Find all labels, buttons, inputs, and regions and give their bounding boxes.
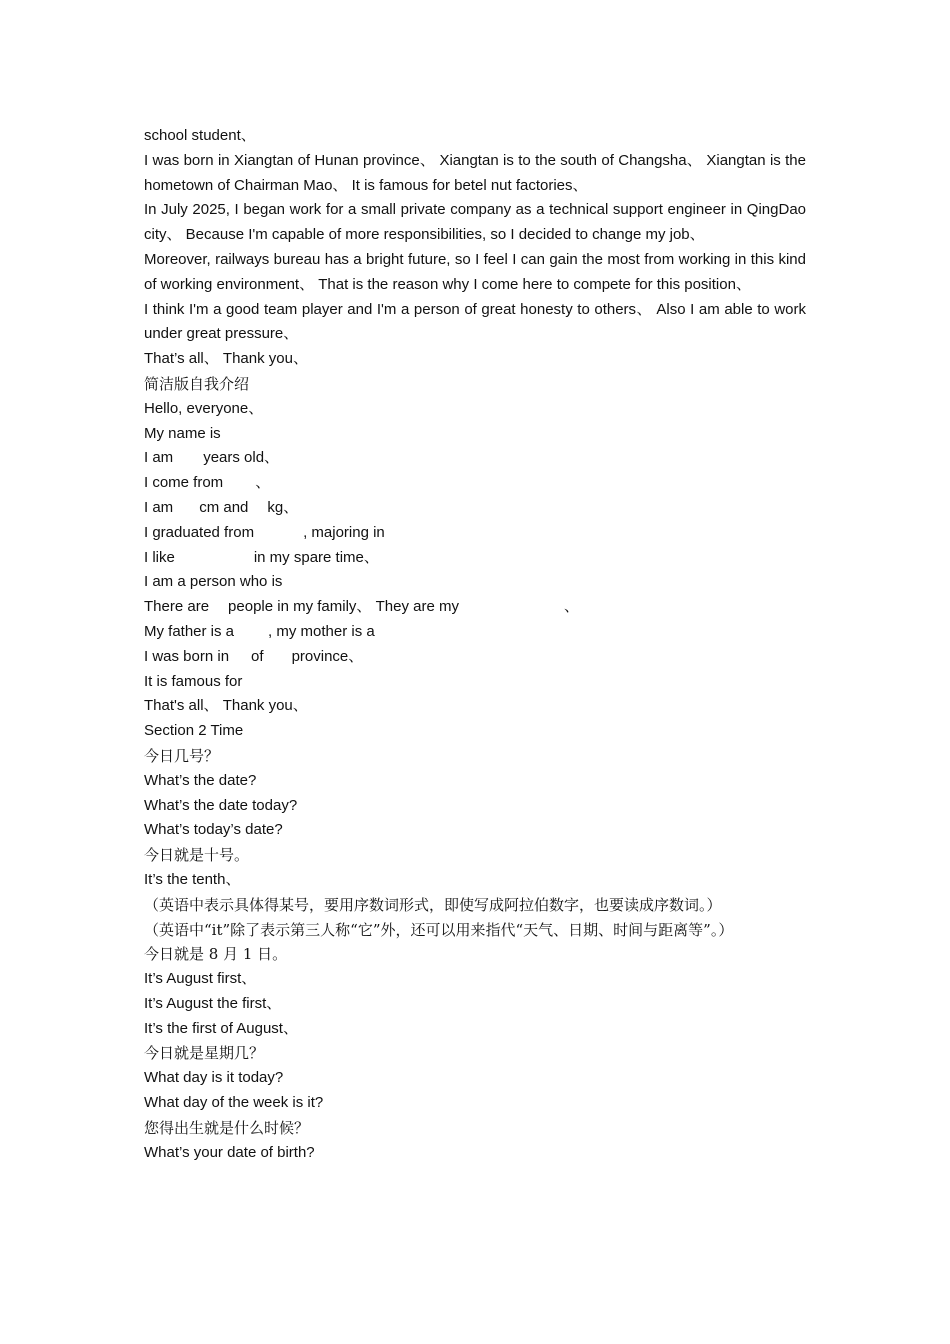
paragraph-personality: I think I'm a good team player and I'm a person of great honesty to others、 Also I am able to work under great pressure、 <box>144 300 806 343</box>
chinese-question: 今日几号？ <box>144 746 220 765</box>
template-line-hobby <box>144 546 806 571</box>
template-line-age <box>144 446 806 471</box>
english-phrase: What day of the week is it? <box>144 1094 324 1112</box>
paragraph-birthplace: I was born in Xiangtan of Hunan province、 Xiangtan is to the south of Changsha、 Xiangtan is the hometown of Chairman Mao、 It is famous for betel nut factories、 <box>144 151 806 194</box>
template-text: people in my family、 They are my <box>228 598 459 616</box>
english-phrase: What day is it today? <box>144 1069 284 1087</box>
english-phrase: It’s August first、 <box>144 970 257 988</box>
template-line-name: My name is <box>144 424 221 442</box>
template-text: of <box>251 647 264 665</box>
english-phrase: What’s the date? <box>144 771 257 789</box>
template-line-character: I am a person who is <box>144 573 283 591</box>
template-text: I like <box>144 548 175 566</box>
template-line-greeting: Hello, everyone、 <box>144 399 264 417</box>
english-phrase: What’s your date of birth? <box>144 1143 315 1161</box>
template-text: province、 <box>291 647 364 665</box>
template-text: 、 <box>563 598 579 616</box>
section-heading-time: Section 2 Time <box>144 722 244 740</box>
template-text: I am <box>144 498 174 516</box>
paragraph-work-history: In July 2025, I began work for a small private company as a technical support engineer in QingDao city、 Because I'm capable of more responsibilities, so I decided to change my job、 <box>144 201 806 244</box>
paragraph-line: school student、 <box>144 127 256 144</box>
template-line-parents <box>144 620 806 645</box>
chinese-answer: 今日就是 8 月 1 日。 <box>144 945 288 964</box>
english-phrase: What’s the date today? <box>144 796 298 814</box>
english-phrase: It’s the first of August、 <box>144 1019 298 1037</box>
template-text: kg、 <box>267 498 299 516</box>
template-text: , my mother is a <box>268 622 375 640</box>
chinese-question: 今日就是星期几？ <box>144 1044 265 1063</box>
chinese-question: 您得出生就是什么时候？ <box>144 1118 310 1137</box>
english-phrase: What’s today’s date? <box>144 821 283 839</box>
template-text: in my spare time、 <box>253 548 379 566</box>
chinese-answer: 今日就是十号。 <box>144 846 250 865</box>
template-line-height-weight <box>144 496 806 521</box>
chinese-note: （英语中表示具体得某号，要用序数词形式，即使写成阿拉伯数字，也要读成序数词。） <box>144 895 722 914</box>
template-line-family <box>144 595 806 620</box>
section-heading-short-intro: 简洁版自我介绍 <box>144 374 250 393</box>
template-line-closing: That's all、 Thank you、 <box>144 697 308 715</box>
template-text: My father is a <box>144 622 235 640</box>
template-text: cm and <box>199 498 249 516</box>
template-line-education <box>144 521 806 546</box>
template-text: years old、 <box>203 449 280 467</box>
template-text: I graduated from <box>144 523 255 541</box>
template-line-birthplace <box>144 645 806 670</box>
paragraph-closing: That’s all、 Thank you、 <box>144 350 308 368</box>
chinese-note: （英语中“it”除了表示第三人称“它”外，还可以用来指代“天气、日期、时间与距离等”。） <box>144 920 734 939</box>
paragraph-motivation: Moreover, railways bureau has a bright future, so I feel I can gain the most from working in this kind of working environment、 That is the reason why I come here to compete for this position、 <box>144 250 806 293</box>
english-phrase: It’s August the first、 <box>144 994 282 1012</box>
template-line-famous-for: It is famous for <box>144 672 243 690</box>
template-text: I am <box>144 449 174 467</box>
template-text: 、 <box>255 474 271 492</box>
template-text: , majoring in <box>303 523 385 541</box>
document-page <box>144 124 806 1165</box>
template-text: I come from <box>144 474 224 492</box>
english-phrase: It’s the tenth、 <box>144 870 241 888</box>
template-text: I was born in <box>144 647 230 665</box>
template-text: There are <box>144 598 210 616</box>
template-line-origin <box>144 471 806 496</box>
